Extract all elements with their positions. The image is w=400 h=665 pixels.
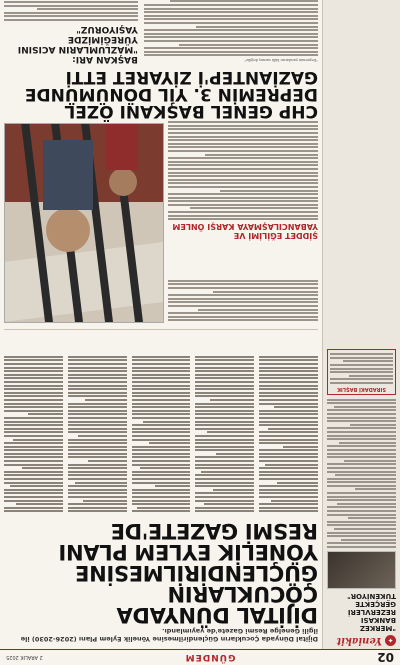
feature-photo xyxy=(4,123,164,323)
bottom-section xyxy=(4,0,318,64)
left-column xyxy=(322,0,400,649)
page-number: 02 xyxy=(377,650,394,665)
left-photo xyxy=(327,551,396,589)
section-divider xyxy=(4,329,318,330)
main-content xyxy=(2,2,320,647)
left-body-text xyxy=(327,399,396,548)
article-column xyxy=(132,336,191,514)
main-article-columns xyxy=(2,336,320,514)
left-box-title: SIRADAKİ BAŞLIK xyxy=(337,385,386,392)
feature-block xyxy=(4,123,318,323)
main-headline: DİJİTAL DÜNYADA ÇOCUKLARIN GÜÇLENDİRİLMESİNE YÖNELİK EYLEM PLANI RESMİ GAZETE'DE xyxy=(58,519,318,627)
main-kicker: Dijital Dünyada Çocukların Güçlendirilmesine Yönelik Eylem Planı (2026-2030) ile ilgili Genelge Resmi Gazete'de yayımlandı. xyxy=(20,627,318,643)
article-column xyxy=(4,336,63,514)
feature-quote: "Depremin yaralarını hâlâ sarmış değiliz" xyxy=(244,58,318,62)
brand-name: Yeniakit xyxy=(336,635,382,646)
article-column xyxy=(259,336,318,514)
logo-icon: ✦ xyxy=(385,635,396,646)
feature-headline: CHP GENEL BAŞKANI ÖZEL DEPREMİN 3. YIL DÖNÜMÜNDE GAZİANTEP'İ ZİYARET ETTİ xyxy=(24,67,318,121)
left-headline: "MERKEZ BANKASI REZERVLERİ GERÇEKTE TÜKENİYOR" xyxy=(347,592,396,632)
running-header xyxy=(0,649,400,665)
section-title: GÜNDEM xyxy=(184,652,236,663)
issue-date: 2 ARALIK 2025 xyxy=(6,654,43,661)
bottom-right-article xyxy=(4,0,138,64)
article-column xyxy=(68,336,127,514)
bottom-left-article xyxy=(144,0,318,64)
left-box xyxy=(327,349,396,395)
brand xyxy=(327,635,396,646)
pull-quote: ŞİDDET EĞİLİMİ VE YABANCILAŞMAYA KARŞI ÖNLEM xyxy=(172,221,318,240)
feature-text xyxy=(168,123,318,323)
photo-illustration xyxy=(4,123,163,322)
article-column xyxy=(195,336,254,514)
bottom-sub-headline: BAŞKAN ARI: "MAZLUMLARIN ACISINI YÜREĞİMİZDE YAŞIYORUZ" xyxy=(17,24,138,64)
